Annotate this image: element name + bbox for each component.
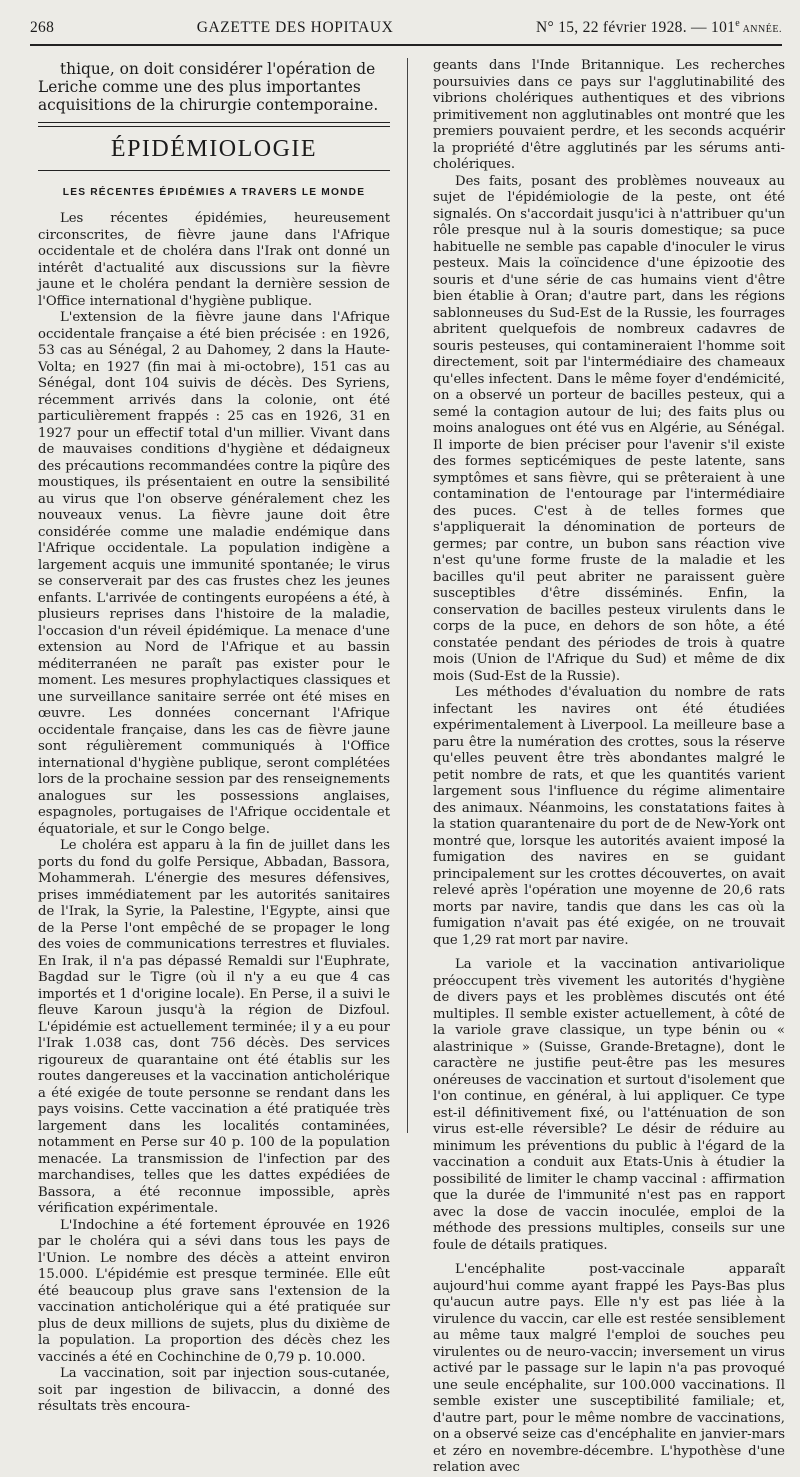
journal-title: GAZETTE DES HOPITAUX (196, 19, 394, 36)
header-rule (30, 44, 782, 46)
paragraph: Les récentes épidémies, heureusement circonscrites, de fièvre jaune dans l'Afrique occidentale et de choléra dans l'Irak ont donné un intérêt d'actualité aux discussions sur la fièvre jaune et le choléra pendant la dernière session de l'Office international d'hygiène publique. (38, 211, 390, 309)
issue-ordinal-suffix: e (735, 18, 741, 30)
left-column (38, 60, 390, 1416)
paragraph: L'Indochine a été fortement éprouvée en 1926 par le choléra qui a sévi dans tous les pays de l'Union. Le nombre des décès a atteint environ 15.000. L'épidémie est presque terminée. Elle eût été beaucoup plus grave sans l'extension de la vaccination anticholérique qui a été pratiquée sur plus de deux millions de sujets, plus du dixième de la population. La proportion des décès chez les vaccinés a été en Cochinchine de 0,79 p. 10.000. (38, 1217, 390, 1365)
issue-text: N° 15, 22 février 1928. — 101 (536, 19, 736, 37)
issue-info (536, 18, 782, 37)
page-header (30, 14, 782, 42)
paragraph: Le choléra est apparu à la fin de juillet dans les ports du fond du golfe Persique, Abbadan, Bassora, Mohammerah. L'énergie des mesures défensives, prises immédiatement par les autorités sanitaires de l'Irak, la Syrie, la Palestine, l'Egypte, ainsi que de la Perse l'ont empêché de se propager le long des voies de communications terrestres et fluviales. En Irak, il n'a pas dépassé Remaldi sur l'Euphrate, Bagdad sur le Tigre (où il n'y a eu que 4 cas importés et 1 d'origine locale). En Perse, il a suivi le fleuve Karoun jusqu'à la région de Dizfoul. L'épidémie est actuellement terminée; il y a eu pour l'Irak 1.038 cas, dont 756 décès. Des services rigoureux de quarantaine ont été établis sur les routes dangereuses et la vaccination anticholérique a été exigée de toute personne se rendant dans les pays voisins. Cette vaccination a été pratiquée très largement dans les localités contaminées, notamment en Perse sur 40 p. 100 de la population menacée. La transmission de l'infection par des marchandises, telles que les dattes expédiées de Bassora, a été reconnue impossible, après vérification expérimentale. (38, 838, 390, 1216)
intro-paragraph: thique, on doit considérer l'opération de Leriche comme une des plus importantes acquisitions de la chirurgie contemporaine. (38, 60, 379, 114)
paragraph: L'extension de la fièvre jaune dans l'Afrique occidentale française a été bien précisée : en 1926, 53 cas au Sénégal, 2 au Dahomey, 2 dans la Haute-Volta; en 1927 (fin mai à mi-octobre), 151 cas au Sénégal, dont 104 suivis de décès. Des Syriens, récemment arrivés dans la colonie, ont été particulièrement frappés : 25 cas en 1926, 31 en 1927 pour un effectif total d'un millier. Vivant dans de mauvaises conditions d'hygiène et dédaigneux des précautions recommandées contre la piqûre des moustiques, ils présentaient en outre la sensibilité au virus que l'on observe généralement chez les nouveaux venus. La fièvre jaune doit être considérée comme une maladie endémique dans l'Afrique occidentale. La population indigène a largement acquis une immunité spontanée; le virus se conserverait par des cas frustes chez les jeunes enfants. L'arrivée de contingents européens a été, à plusieurs reprises dans l'histoire de la maladie, l'occasion d'un réveil épidémique. La menace d'une extension au Nord de l'Afrique et au bassin méditerranéen ne paraît pas exister pour le moment. Les mesures prophylactiques classiques et une surveillance sanitaire serrée ont été mises en œuvre. Les données concernant l'Afrique occidentale française, dans les cas de fièvre jaune sont régulièrement communiqués à l'Office international d'hygiène publique, seront complétées lors de la prochaine session par des renseignements analogues sur les possessions anglaises, espagnoles, portugaises de l'Afrique occidentale et équatoriale, et sur le Congo belge. (38, 310, 390, 837)
paragraph: La vaccination, soit par injection sous-cutanée, soit par ingestion de bilivaccin, a donné des résultats très encoura- (38, 1366, 390, 1414)
paragraph-gap (433, 949, 785, 957)
double-rule (38, 122, 390, 127)
section-rule (38, 170, 390, 171)
paragraph: geants dans l'Inde Britannique. Les recherches poursuivies dans ce pays sur l'agglutinabilité des vibrions cholériques authentiques et des vibrions primitivement non agglutinables ont montré que les premiers pouvaient perdre, et les seconds acquérir la propriété d'être agglutinés par les sérums anti-cholériques. (433, 58, 785, 172)
issue-annee: ANNÉE. (740, 24, 782, 36)
page-number: 268 (30, 19, 55, 36)
column-divider (407, 58, 408, 1133)
right-column (433, 58, 785, 1477)
section-title: ÉPIDÉMIOLOGIE (110, 136, 318, 162)
paragraph: L'encéphalite post-vaccinale apparaît aujourd'hui comme ayant frappé les Pays-Bas plus qu'aucun autre pays. Elle n'y est pas liée à la virulence du vaccin, car elle est restée sensiblement au même taux malgré l'emploi de souches peu virulentes ou de neuro-vaccin; inversement un virus activé par le passage sur le lapin n'a pas provoqué une seule encéphalite, sur 100.000 vaccinations. Il semble exister une susceptibilité familiale; et, d'autre part, pour le même nombre de vaccinations, on a observé seize cas d'encéphalite en janvier-mars et zéro en novembre-décembre. L'hypothèse d'une relation avec (433, 1262, 786, 1475)
subsection-title: LES RÉCENTES ÉPIDÉMIES A TRAVERS LE MONDE (62, 186, 366, 198)
paragraph: La variole et la vaccination antivariolique préoccupent très vivement les autorités d'hygiène de divers pays et les problèmes discutés ont été multiples. Il semble exister actuellement, à côté de la variole grave classique, un type bénin ou « alastrinique » (Suisse, Grande-Bretagne), dont le caractère ne justifie peut-être pas les mesures onéreuses de vaccination et surtout d'isolement que l'on continue, en général, à lui appliquer. Ce type est-il définitivement fixé, ou l'atténuation de son virus est-elle réversible? Le désir de réduire au minimum les préventions du public à l'égard de la vaccination a conduit aux Etats-Unis à étudier la possibilité de limiter le champ vaccinal : affirmation que la durée de l'immunité n'est pas en rapport avec la dose de vaccin inoculée, emploi de la méthode des pressions multiples, conseils sur une foule de détails pratiques. (433, 957, 785, 1253)
paragraph: Les méthodes d'évaluation du nombre de rats infectant les navires ont été étudiées expérimentalement à Liverpool. La meilleure base a paru être la numération des crottes, sous la réserve qu'elles peuvent être très abondantes malgré le petit nombre de rats, et que les quantités varient largement sous l'influence du régime alimentaire des animaux. Néanmoins, les constatations faites à la station quarantenaire du port de de New-York ont montré que, lorsque les autorités avaient imposé la fumigation des navires en se guidant principalement sur les crottes découvertes, on avait relevé après l'opération une moyenne de 20,6 rats morts par navire, tandis que dans les cas où la fumigation n'avait pas été exigée, on ne trouvait que 1,29 rat mort par navire. (433, 685, 785, 948)
paragraph: Des faits, posant des problèmes nouveaux au sujet de l'épidémiologie de la peste, ont été signalés. On s'accordait jusqu'ici à n'attribuer qu'un rôle presque nul à la souris domestique; sa puce habituelle ne semble pas capable d'inoculer le virus pesteux. Mais la coïncidence d'une épizootie des souris et d'une série de cas humains vient d'être bien établie à Oran; d'autre part, dans les régions sablonneuses du Sud-Est de la Russie, les fourrages abritent quelquefois de nombreux cadavres de souris pesteuses, qui contamineraient l'homme soit directement, soit par l'intermédiaire des chameaux qu'elles infectent. Dans le même foyer d'endémicité, on a observé un porteur de bacilles pesteux, qui a semé la contagion autour de lui; des faits plus ou moins analogues ont été vus en Algérie, au Sénégal. Il importe de bien préciser pour l'avenir s'il existe des formes septicémiques de peste latente, sans symptômes et sans fièvre, qui se prêteraient à une contamination de l'entourage par l'intermédiaire des puces. C'est à de telles formes que s'appliquerait la dénomination de porteurs de germes; par contre, un bubon sans réaction vive n'est qu'une forme fruste de la maladie et les bacilles qu'il peut abriter ne paraissent guère susceptibles d'être disséminés. Enfin, la conservation de bacilles pesteux virulents dans le corps de la puce, en dehors de son hôte, a été constatée pendant des périodes de trois à quatre mois (Union de l'Afrique du Sud) et même de dix mois (Sud-Est de la Russie). (433, 173, 785, 684)
paragraph-gap (433, 1254, 785, 1262)
